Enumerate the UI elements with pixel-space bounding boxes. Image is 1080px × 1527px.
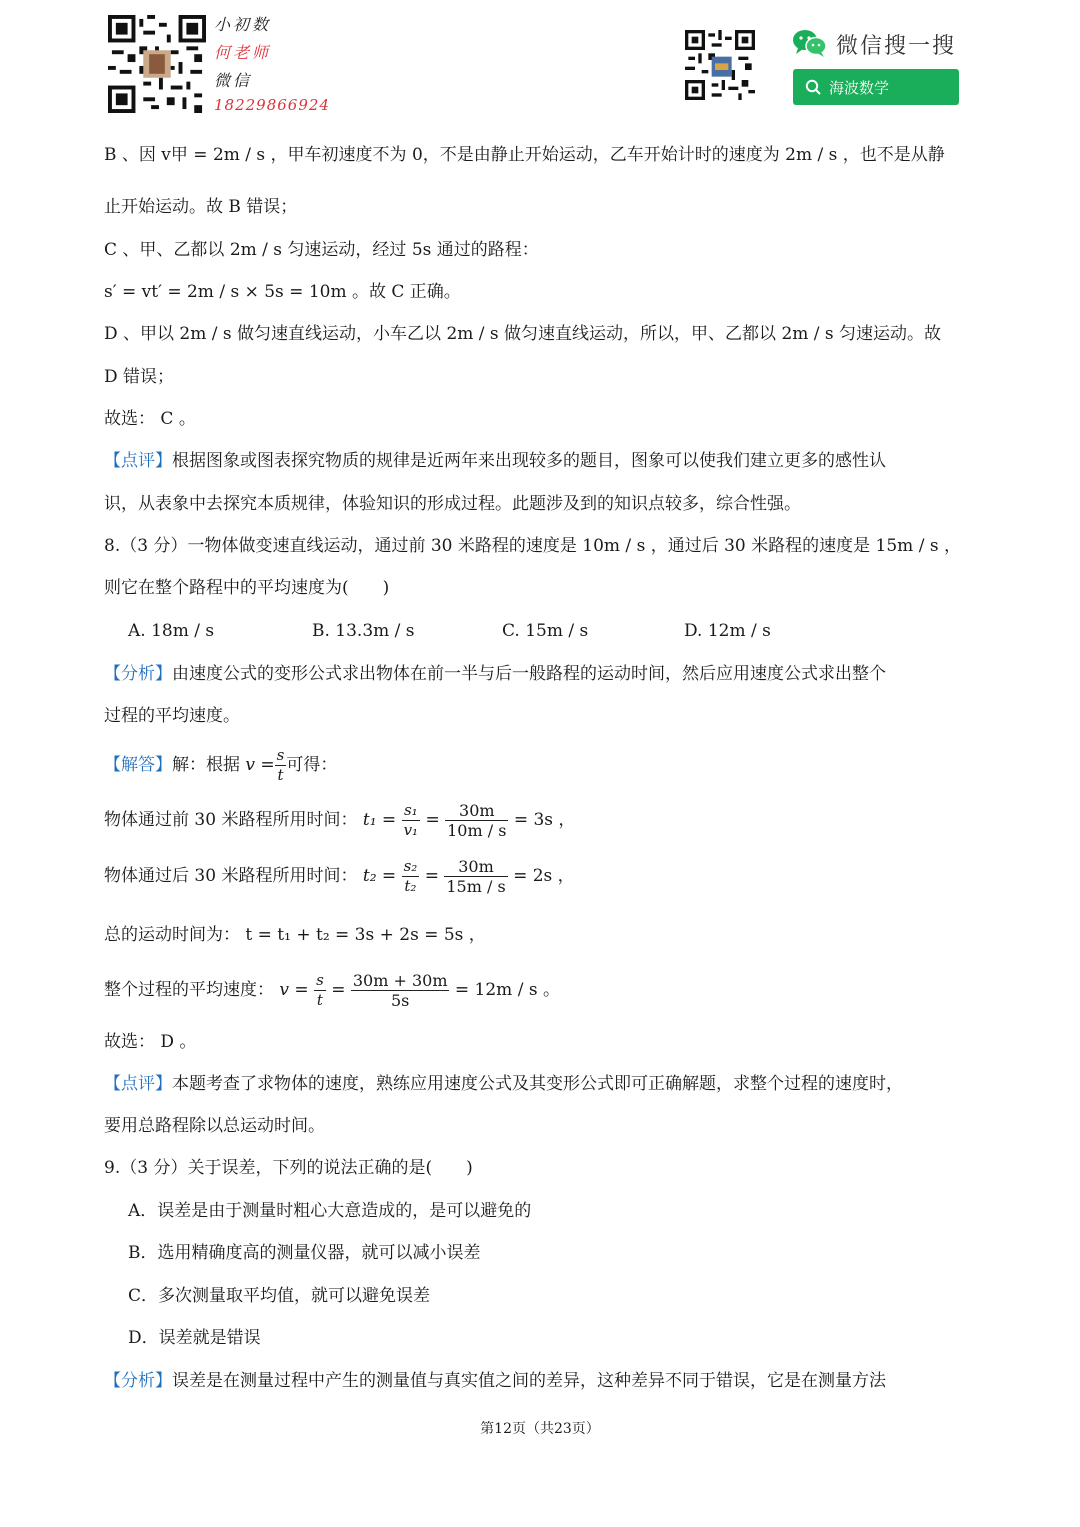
average-speed-line: 整个过程的平均速度： v = $\frac{s}{t}$ = $\frac{30m + 30m}{5s}$ = 12m / s 。: [104, 971, 560, 1010]
q9-option-a: A．误差是由于测量时粗心大意造成的，是可以避免的: [128, 1201, 532, 1221]
wechat-search-title: 微信搜一搜: [836, 34, 957, 59]
page-number: 第12页（共23页）: [480, 1421, 600, 1437]
brand-label-2: 何老师: [214, 43, 272, 62]
question-9: 9.（3 分）关于误差，下列的说法正确的是( ): [104, 1158, 473, 1178]
search-icon: [805, 79, 821, 95]
fraction-60m-5s: $\frac{30m + 30m}{5s}$: [352, 971, 448, 1010]
comment-tag: 【点评】: [104, 451, 172, 471]
fraction-s1-v1: $\frac{\text{s₁}}{\text{v₁}}$: [403, 801, 419, 839]
brand-label-1: 小初数: [214, 15, 272, 34]
line-c-formula: s′ = vt′ = 2m / s × 5s = 10m 。故 C 正确。: [104, 282, 461, 302]
comment-q7-line2: 识，从表象中去探究本质规律，体验知识的形成过程。此题涉及到的知识点较多，综合性强。: [104, 494, 801, 514]
search-button-label: 海波数学: [829, 78, 890, 97]
total-time-line: 总的运动时间为： t = t₁ + t₂ = 3s + 2s = 5s ，: [104, 925, 486, 945]
search-button[interactable]: [793, 69, 959, 105]
solution-tag: 【解答】: [104, 755, 172, 775]
line-d-analysis: D 、甲以 2m / s 做匀速直线运动，小车乙以 2m / s 做匀速直线运动，所以，甲、乙都以 2m / s 匀速运动。故: [104, 324, 942, 344]
analysis-q8-line2: 过程的平均速度。: [104, 706, 240, 726]
line-b-conclusion: 止开始运动。故 B 错误；: [104, 197, 298, 217]
answer-q7: 故选： C 。: [104, 409, 196, 429]
question-8-line2: 则它在整个路程中的平均速度为( ): [104, 578, 390, 598]
answer-q8: 故选： D 。: [104, 1032, 197, 1052]
line-c-analysis: C 、甲、乙都以 2m / s 匀速运动，经过 5s 通过的路程：: [104, 240, 539, 260]
fraction-s-t: $\frac{s}{t}$: [316, 971, 324, 1009]
comment-text: 本题考查了求物体的速度，熟练应用速度公式及其变形公式即可正确解题，求整个过程的速度时，: [172, 1074, 903, 1094]
analysis-text: 误差是在测量过程中产生的测量值与真实值之间的差异，这种差异不同于错误，它是在测量方法: [172, 1371, 886, 1391]
comment-q8-line2: 要用总路程除以总运动时间。: [104, 1116, 325, 1136]
q8-option-d: D. 12m / s: [684, 621, 771, 641]
solution-pre: 解：根据: [172, 755, 240, 775]
time-2-line: 物体通过后 30 米路程所用时间： t₂ = $\frac{\text{s₂}}{\text{t₂}}$ = $\frac{30m}{15m / s}$ = 2s ，: [104, 857, 575, 896]
comment-tag: 【点评】: [104, 1074, 172, 1094]
solution-post: 可得：: [286, 755, 338, 775]
line-d-conclusion: D 错误；: [104, 367, 175, 387]
q8-option-b: B. 13.3m / s: [312, 621, 415, 641]
q8-option-c: C. 15m / s: [502, 621, 589, 641]
wechat-logo-icon: [792, 28, 828, 58]
q9-option-d: D．误差就是错误: [128, 1328, 261, 1348]
comment-q8-line1: [104, 1073, 903, 1095]
fraction-s2-t2: $\frac{\text{s₂}}{\text{t₂}}$: [403, 857, 418, 895]
line-b-analysis: B 、因 v甲 = 2m / s ，甲车初速度不为 0，不是由静止开始运动，乙车开始计时的速度为 2m / s ，也不是从静: [104, 145, 945, 165]
fraction-30m-15ms: $\frac{30m}{15m / s}$: [446, 857, 506, 896]
fraction-s-over-t: $\frac{s}{t}$: [276, 746, 285, 784]
question-8-line1: 8.（3 分）一物体做变速直线运动，通过前 30 米路程的速度是 10m / s ，通过后 30 米路程的速度是 15m / s ，: [104, 536, 961, 556]
fraction-30m-10ms: $\frac{30m}{10m / s}$: [447, 801, 507, 840]
analysis-q8-line1: [104, 663, 886, 685]
analysis-q9-line1: [104, 1370, 886, 1392]
analysis-tag: 【分析】: [104, 664, 172, 684]
analysis-tag: 【分析】: [104, 1371, 172, 1391]
comment-text: 根据图象或图表探究物质的规律是近两年来出现较多的题目，图象可以使我们建立更多的感性认: [172, 451, 886, 471]
brand-label-3: 微信: [214, 71, 253, 90]
qr-code-right: [685, 30, 755, 100]
phone-number: 18229866924: [214, 96, 330, 114]
qr-code-left: [108, 15, 206, 113]
time-1-line: 物体通过前 30 米路程所用时间： t₁ = $\frac{\text{s₁}}{\text{v₁}}$ = $\frac{30m}{10m / s}$ = 3s ，: [104, 801, 576, 840]
solution-q8-intro: [104, 745, 337, 785]
analysis-text: 由速度公式的变形公式求出物体在前一半与后一般路程的运动时间，然后应用速度公式求出整个: [172, 664, 886, 684]
q9-option-c: C．多次测量取平均值，就可以避免误差: [128, 1286, 431, 1306]
q8-option-a: A. 18m / s: [128, 621, 215, 641]
formula-v: v =: [245, 755, 275, 775]
q9-option-b: B．选用精确度高的测量仪器，就可以减小误差: [128, 1243, 481, 1263]
comment-q7-line1: [104, 450, 886, 472]
